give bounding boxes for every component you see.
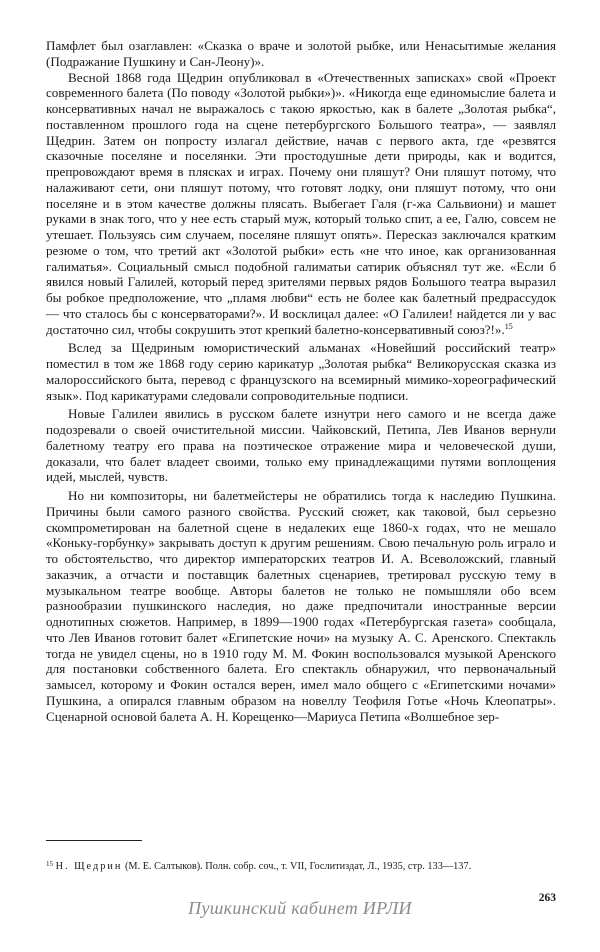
footnote-separator [46, 840, 142, 841]
footnote-ref-15[interactable]: 15 [504, 321, 513, 331]
watermark: Пушкинский кабинет ИРЛИ [188, 898, 412, 918]
paragraph-5: Но ни композиторы, ни балетмейстеры не обратились тогда к наследию Пушкина. Причины были самого разного свойства. Русский сюжет, как таковой, был серьезно скомпрометирован на балетной сцене в недалеких еще 1860-х годах, что не мешало «Коньку-горбунку» закрывать доступ к другим решениям. Свою печальную роль играло и то обстоятельство, что директор императорских театров И. А. Всеволожский, главный заказчик, а отчасти и поставщик балетных сценариев, третировал русскую тему в музыкальном театре вообще. Авторы балетов не только не помышляли обо всем разнообразии пушкинского наследия, но даже предпочитали иностранные версии однотипных сюжетов. Например, в 1899—1900 годах «Петербургская газета» сообщала, что Лев Иванов готовит балет «Египетские ночи» на музыку А. С. Аренского. Спектакль тогда не увидел сцены, но в 1910 году М. М. Фокин воспользовался музыкой Аренского для постановки собственного балета. Его спектакль обнаружил, что первоначальный замысел, которому и Фокин остался верен, имел мало общего с «Египетскими ночами» Пушкина, а опирался главным образом на новеллу Теофиля Готье «Ночь Клеопатры». Сценарной основой балета А. Н. Корещенко—Мариуса Петипа «Волшебное зер- [46, 488, 556, 724]
footnote-author: Н. Щедрин [55, 861, 123, 872]
paragraph-3: Вслед за Щедриным юмористический альманах «Новейший российский театр» поместил в том же 1868 году серию карикатур „Золотая рыбка“ Великорусская сказка из малороссийского быта, перевод с французского на всемирный мимико-хореографический язык». Под карикатурами следовали сопроводительные подписи. [46, 340, 556, 403]
footnote-15 [46, 858, 556, 873]
paragraph-2: Весной 1868 года Щедрин опубликовал в «Отечественных записках» свой «Проект современного балета (По поводу «Золотой рыбки»)». «Никогда еще единомыслие балета и консервативных начал не выражалось с такою яркостью, как в балете „Золотая рыбка“, поставленном прошлого года на сцене петербургского Большого театра», — заявлял Щедрин. Затем он попросту излагал действие, начав с первого акта, где «резвятся сказочные поселяне и поселянки. Эти простодушные дети природы, как и водится, препровождают время в плясках и играх. Почему они пляшут? Они пляшут потому, что налаживают сети, они пляшут потому, что готовят лодку, они пляшут потому, что они поселяне и в этом качестве должны плясать. Выбегает Галя (г-жа Сальвиони) и машет руками в знак того, что у нее есть старый муж, который только спит, а ее, Галю, совсем не утешает. Пользуясь сим случаем, поселяне пляшут опять». Пересказ заключался кратким резюме о том, что третий акт «Золотой рыбки» есть «не что иное, как организованная галиматья». Социальный смысл подобной галиматьи сатирик объяснял тут же. «Если б явился новый Галилей, который перед зрителями первых рядов Большого театра выразил бы робкое предположение, что „пламя любви“ есть не более как балетный предрассудок — что сталось бы с консерваторами?». И восклицал далее: «О Галилеи! найдется ли у вас достаточно сил, чтобы сокрушить этот крепкий балетно-консервативный союз?!».$^{15}$ [46, 69, 556, 337]
paragraph-1: Памфлет был озаглавлен: «Сказка о враче и золотой рыбке, или Ненасытимые желания (Подражание Пушкину и Сан-Леону)». [46, 38, 556, 69]
footnote-text: (М. Е. Салтыков). Полн. собр. соч., т. VII, Гослитиздат, Л., 1935, стр. 133—137. [124, 861, 472, 872]
footnote-number: 15 [46, 860, 53, 868]
main-text [46, 38, 556, 724]
page-number: 263 [538, 892, 556, 904]
paragraph-4: Новые Галилеи явились в русском балете изнутри него самого и не всегда даже подозревали о своей очистительной миссии. Чайковский, Петипа, Лев Иванов вернули балетному театру его права на поэтическое отражение мира и человеческой души, доказали, что балет владеет своими, только ему принадлежащими путями воплощения идей, мыслей, чувств. [46, 406, 556, 485]
